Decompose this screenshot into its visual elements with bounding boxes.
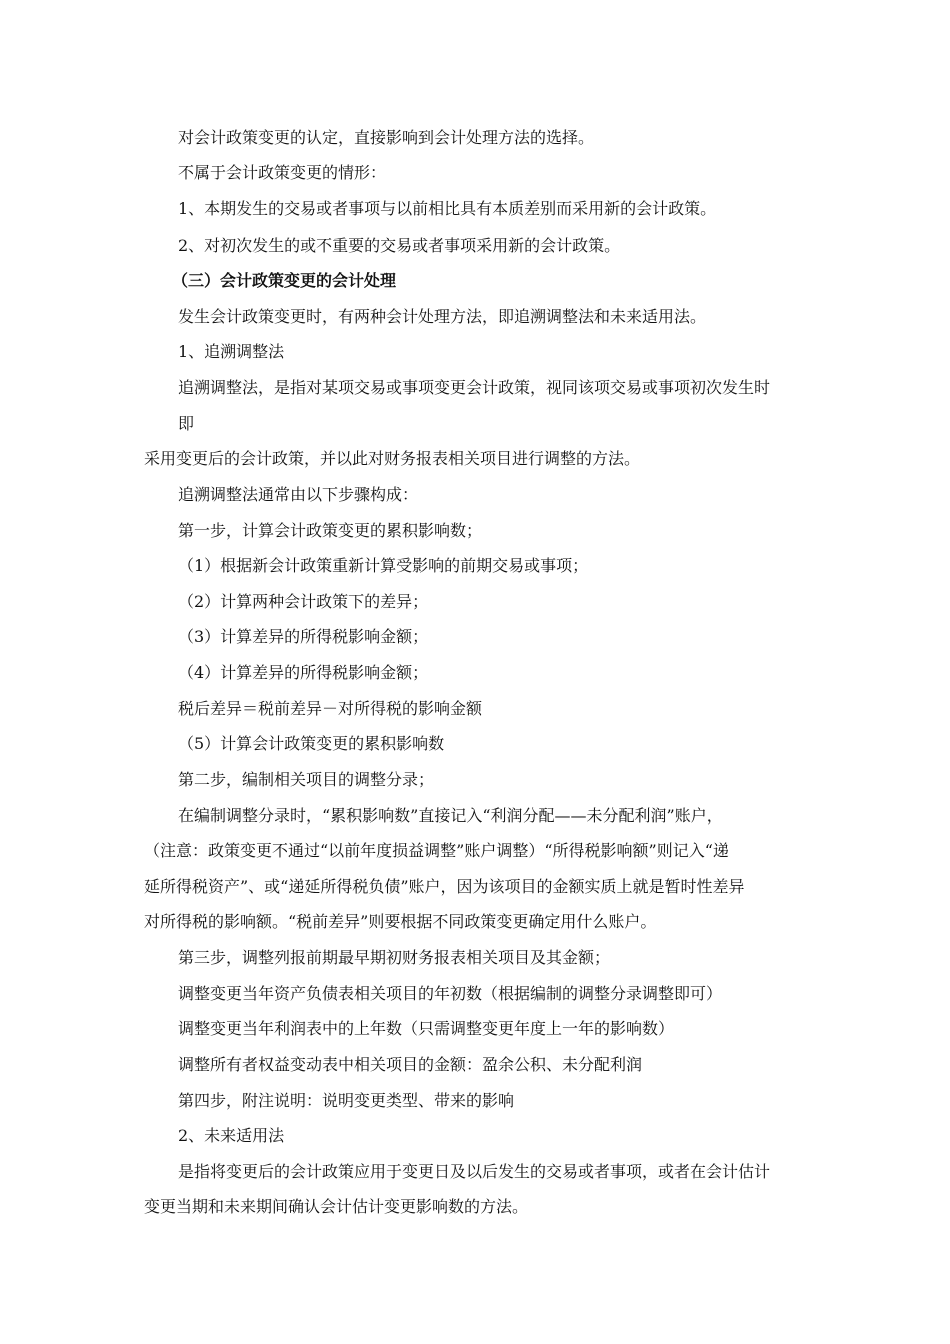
paragraph: 调整所有者权益变动表中相关项目的金额：盈余公积、未分配利润: [178, 1055, 643, 1074]
subsection-heading: 2、未来适用法: [178, 1126, 285, 1145]
paragraph: （注意：政策变更不通过“以前年度损益调整”账户调整）“所得税影响额”则记入“递: [144, 841, 729, 860]
section-heading: （三）会计政策变更的会计处理: [172, 271, 397, 290]
paragraph: 采用变更后的会计政策，并以此对财务报表相关项目进行调整的方法。: [144, 449, 641, 468]
paragraph: 对会计政策变更的认定，直接影响到会计处理方法的选择。: [178, 128, 595, 147]
step-heading: 第一步，计算会计政策变更的累积影响数；: [178, 521, 483, 540]
paragraph: 对所得税的影响额。“税前差异”则要根据不同政策变更确定用什么账户。: [144, 912, 657, 931]
step-heading: 第四步，附注说明：说明变更类型、带来的影响: [178, 1091, 515, 1110]
paragraph: 2、对初次发生的或不重要的交易或者事项采用新的会计政策。: [178, 236, 621, 255]
paragraph: 追溯调整法通常由以下步骤构成：: [178, 485, 419, 504]
paragraph: 是指将变更后的会计政策应用于变更日及以后发生的交易或者事项，或者在会计估计: [178, 1162, 771, 1181]
list-item: （1）根据新会计政策重新计算受影响的前期交易或事项；: [178, 556, 589, 575]
paragraph: 1、本期发生的交易或者事项与以前相比具有本质差别而采用新的会计政策。: [178, 199, 717, 218]
step-heading: 第三步，调整列报前期最早期初财务报表相关项目及其金额；: [178, 948, 611, 967]
paragraph: 追溯调整法，是指对某项交易或事项变更会计政策，视同该项交易或事项初次发生时: [178, 378, 771, 397]
list-item: （3）计算差异的所得税影响金额；: [178, 627, 429, 646]
list-item: （4）计算差异的所得税影响金额；: [178, 663, 429, 682]
paragraph: 在编制调整分录时，“累积影响数”直接记入“利润分配——未分配利润”账户，: [178, 806, 723, 825]
paragraph: 调整变更当年利润表中的上年数（只需调整变更年度上一年的影响数）: [178, 1019, 675, 1038]
paragraph: 延所得税资产”、或“递延所得税负债”账户，因为该项目的金额实质上就是暂时性差异: [144, 877, 745, 896]
paragraph: 即: [178, 414, 195, 433]
formula-line: 税后差异＝税前差异－对所得税的影响金额: [178, 699, 483, 718]
paragraph: 调整变更当年资产负债表相关项目的年初数（根据编制的调整分录调整即可）: [178, 984, 723, 1003]
step-heading: 第二步，编制相关项目的调整分录；: [178, 770, 435, 789]
list-item: （5）计算会计政策变更的累积影响数: [178, 734, 445, 753]
paragraph: 不属于会计政策变更的情形：: [178, 163, 387, 182]
list-item: （2）计算两种会计政策下的差异；: [178, 592, 429, 611]
paragraph: 变更当期和未来期间确认会计估计变更影响数的方法。: [144, 1197, 529, 1216]
paragraph: 发生会计政策变更时，有两种会计处理方法，即追溯调整法和未来适用法。: [178, 307, 707, 326]
subsection-heading: 1、追溯调整法: [178, 342, 285, 361]
